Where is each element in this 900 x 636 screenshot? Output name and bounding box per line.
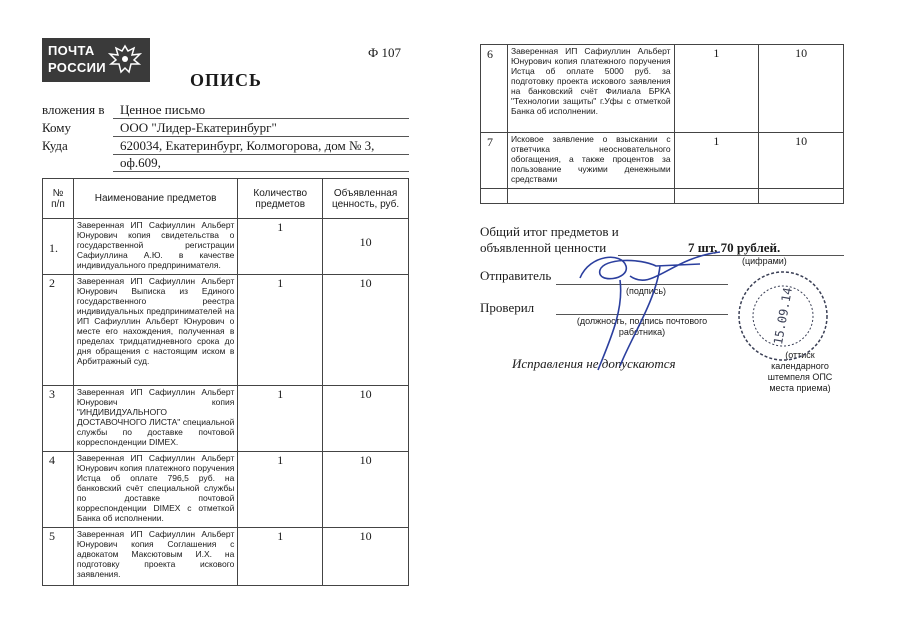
col-qty-header: Количество предметов [238, 179, 323, 219]
col-value-header: Объявленная ценность, руб. [323, 179, 409, 219]
row-value: 10 [323, 219, 409, 275]
row-qty: 1 [238, 275, 323, 386]
row-value: 10 [323, 528, 409, 586]
where-value-line1: 620034, Екатеринбург, Колмогорова, дом № 3, [120, 138, 375, 153]
corrections-note: Исправления не допускаются [512, 356, 676, 371]
table-row [43, 219, 409, 275]
table-row [43, 275, 409, 386]
where-label: Куда [42, 138, 68, 153]
row-qty: 1 [674, 45, 759, 133]
table-row-empty [481, 189, 844, 204]
form-number: Ф 107 [368, 45, 402, 60]
table-row [481, 45, 844, 133]
row-num: 6 [481, 45, 508, 133]
row-value: 10 [759, 133, 844, 189]
row-num: 3 [43, 386, 74, 452]
to-underline [113, 136, 409, 137]
table-row [481, 133, 844, 189]
row-name: Исковое заявление о взыскании с ответчика неосновательного обогащения, а также процентов за пользование чужими денежными средствами [507, 133, 674, 189]
digits-note: (цифрами) [742, 256, 787, 266]
post-logo [42, 38, 150, 82]
eagle-icon [106, 42, 144, 78]
row-qty: 1 [238, 452, 323, 528]
row-num: 4 [43, 452, 74, 528]
total-label-line2: объявленной ценности [480, 240, 607, 255]
row-name: Заверенная ИП Сафиуллин Альберт Юнурович копия Соглашения с адвокатом Максютовым И.Х. на подготовку проекта искового заявления. [73, 528, 237, 586]
table-row [43, 386, 409, 452]
row-qty: 1 [674, 133, 759, 189]
col-name-header: Наименование предметов [73, 179, 237, 219]
inventory-table-right [480, 44, 844, 204]
row-num: 7 [481, 133, 508, 189]
table-row [43, 452, 409, 528]
total-value: 7 шт, 70 рублей. [688, 240, 781, 255]
row-num: 1. [43, 219, 74, 275]
signature-scribble [560, 240, 740, 380]
row-name: Заверенная ИП Сафиуллин Альберт Юнурович копия свидетельства о государственной регистрации Сафиуллина А.Ю. в качестве индивидуального предпринимателя. [73, 219, 237, 275]
where-value-line2: оф.609, [120, 155, 161, 170]
row-name: Заверенная ИП Сафиуллин Альберт Юнурович копия платежного поручения Истца об оплате 796,5 руб. на банковский счёт специальной службы по доставке почтовой корреспонденции DIMEX с отметкой Банка об исполнении. [73, 452, 237, 528]
row-qty: 1 [238, 386, 323, 452]
row-value: 10 [323, 275, 409, 386]
row-value: 10 [323, 452, 409, 528]
attachment-underline [113, 118, 409, 119]
where-underline-2 [113, 171, 409, 172]
sender-label: Отправитель [480, 268, 552, 283]
row-value: 10 [323, 386, 409, 452]
row-value: 10 [759, 45, 844, 133]
attachment-label: вложения в [42, 102, 105, 117]
checked-label: Проверил [480, 300, 535, 315]
postal-stamp [735, 268, 831, 364]
checker-note: (должность, подпись почтового работника) [576, 316, 708, 337]
row-name: Заверенная ИП Сафиуллин Альберт Юнурович копия "ИНДИВИДУАЛЬНОГО ДОСТАВОЧНОГО ЛИСТА" специальной службы по доставке почтовой корреспонденции DIMEX. [73, 386, 237, 452]
row-name: Заверенная ИП Сафиуллин Альберт Юнурович Выписка из Единого государственного реестра индивидуальных предпринимателей на ИП Сафиуллин Альберт Юнурович о месте его нахождения, полученная в пределах тридцатидневного срока до дня обращения с настоящим иском в Арбитражный суд. [73, 275, 237, 386]
stamp-note: (оттиск календарного штемпеля ОПС места приема) [767, 350, 833, 393]
signature-note: (подпись) [626, 286, 667, 296]
attachment-value: Ценное письмо [120, 102, 206, 117]
col-num-header: № п/п [43, 179, 74, 219]
to-label: Кому [42, 120, 72, 135]
row-name: Заверенная ИП Сафиуллин Альберт Юнурович копия платежного поручения Истца об оплате 5000 руб. за подготовку проекта искового заявления на банковский счёт Филиала БРКА "Технологии защиты" г.Уфы с отметкой Банка об исполнении. [507, 45, 674, 133]
row-num: 2 [43, 275, 74, 386]
document-title: ОПИСЬ [190, 70, 262, 90]
logo-text: ПОЧТА РОССИИ [48, 43, 106, 75]
inventory-table-left [42, 178, 409, 586]
table-row [43, 528, 409, 586]
total-label-line1: Общий итог предметов и [480, 224, 619, 239]
row-qty: 1 [238, 528, 323, 586]
to-value: ООО "Лидер-Екатеринбург" [120, 120, 277, 135]
stamp-date: 15.09.14 [771, 286, 795, 346]
row-num: 5 [43, 528, 74, 586]
row-qty: 1 [238, 219, 323, 275]
